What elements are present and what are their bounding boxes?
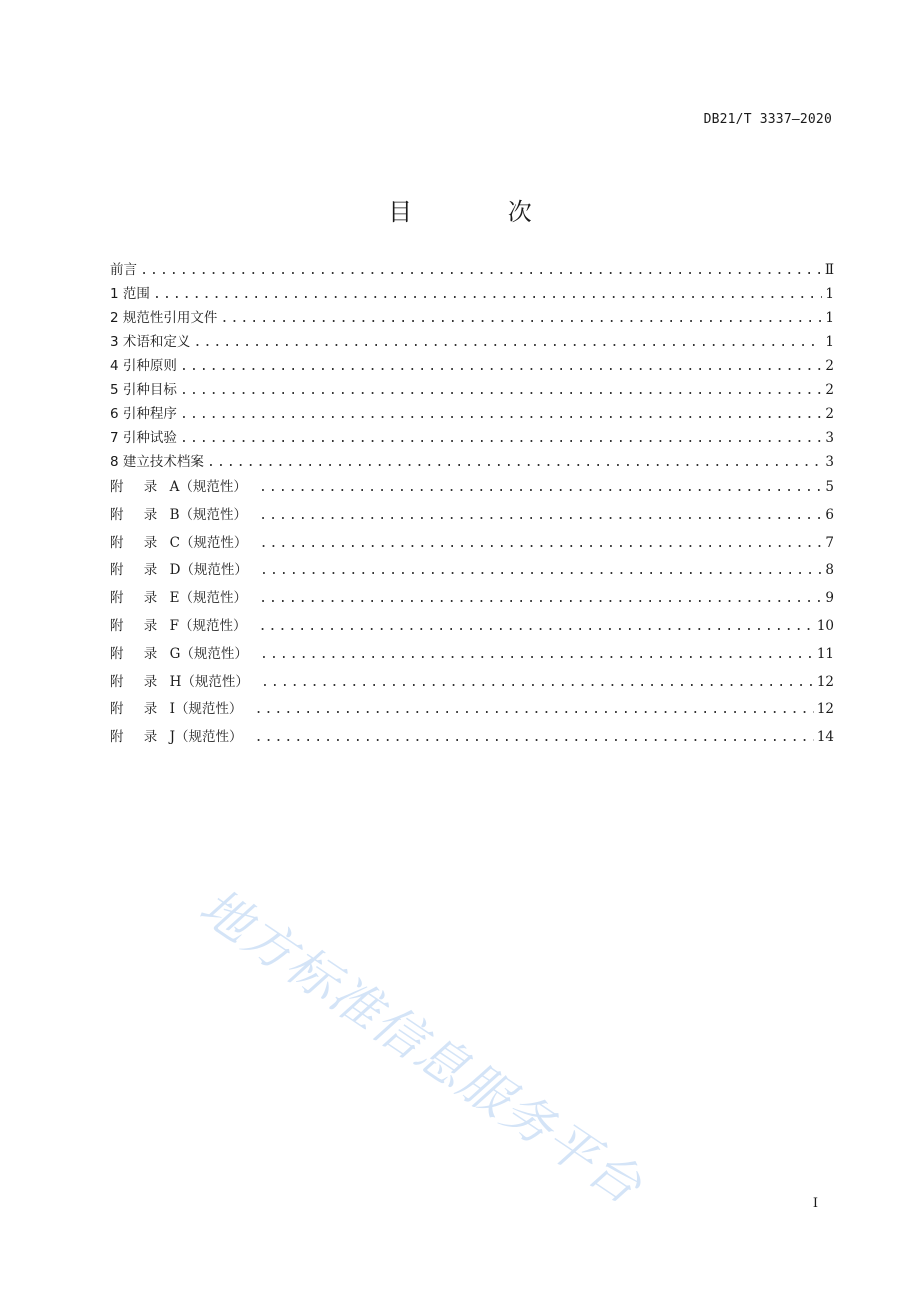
appendix-letter: H: [169, 673, 182, 690]
toc-entry-principles[interactable]: [110, 354, 834, 378]
toc-entry-targets[interactable]: [110, 378, 834, 402]
appendix-letter: F: [169, 617, 179, 634]
toc-entry-page: 5: [825, 479, 834, 495]
appendix-letter: D: [169, 562, 181, 579]
leader-dots: [180, 426, 823, 450]
appendix-prefix: 附 录: [110, 673, 166, 690]
leader-dots: [180, 402, 823, 426]
appendix-label: [110, 474, 247, 502]
toc-entry-trials[interactable]: [110, 426, 834, 450]
toc-entry-page: 6: [825, 506, 834, 523]
toc-entry-page: 12: [816, 673, 834, 690]
toc-entry-appendix-a[interactable]: [110, 474, 834, 502]
appendix-type: （规范性）: [180, 562, 248, 579]
toc-entry-page: 1: [825, 286, 834, 302]
page-number: I: [812, 1196, 818, 1211]
leader-dots: [180, 354, 823, 378]
toc-entry-appendix-c[interactable]: [110, 530, 834, 558]
appendix-label: [110, 585, 247, 613]
appendix-label: [110, 502, 247, 530]
toc-entry-appendix-j[interactable]: [110, 724, 834, 752]
appendix-label: [110, 557, 248, 585]
leader-dots: [193, 330, 822, 354]
page-title: 目 次: [388, 198, 576, 226]
toc-entry-label: 8 建立技术档案: [110, 454, 204, 470]
toc-entry-page: 10: [816, 617, 834, 634]
toc-entry-scope[interactable]: [110, 282, 834, 306]
appendix-type: （规范性）: [179, 506, 248, 523]
appendix-label: [110, 641, 248, 669]
leader-dots: [220, 306, 822, 330]
toc-entry-page: 2: [825, 382, 834, 398]
toc-entry-page: 8: [825, 562, 834, 579]
toc-entry-appendix-i[interactable]: [110, 696, 834, 724]
toc-entry-appendix-d[interactable]: [110, 557, 834, 585]
appendix-prefix: 附 录: [110, 645, 166, 662]
appendix-label: [110, 696, 242, 724]
leader-dots: [259, 502, 822, 530]
toc-entry-label: 4 引种原则: [110, 358, 177, 374]
document-code: DB21/T 3337—2020: [703, 112, 832, 127]
appendix-letter: A: [169, 479, 180, 495]
toc-entry-page: 9: [825, 590, 834, 607]
toc-entry-foreword[interactable]: [110, 258, 834, 282]
leader-dots: [260, 557, 822, 585]
appendix-label: [110, 669, 249, 697]
appendix-letter: I: [169, 701, 175, 718]
toc-entry-terms-definitions[interactable]: [110, 330, 834, 354]
leader-dots: [255, 724, 814, 752]
toc-entry-page: 3: [825, 454, 834, 470]
toc-entry-label: 3 术语和定义: [110, 334, 191, 350]
toc-entry-page: Ⅱ: [824, 262, 834, 278]
toc-entry-page: 1: [825, 334, 834, 350]
appendix-prefix: 附 录: [110, 729, 166, 746]
leader-dots: [259, 474, 823, 502]
appendix-type: （规范性）: [180, 645, 248, 662]
toc-entry-technical-archive[interactable]: [110, 450, 834, 474]
toc-entry-label: 5 引种目标: [110, 382, 177, 398]
toc-entry-page: 11: [816, 645, 834, 662]
appendix-type: （规范性）: [179, 479, 247, 495]
toc-entry-appendix-h[interactable]: [110, 669, 834, 697]
appendix-label: [110, 530, 247, 558]
appendix-letter: E: [169, 590, 180, 607]
toc-entry-page: 2: [825, 358, 834, 374]
leader-dots: [153, 282, 823, 306]
leader-dots: [258, 613, 813, 641]
appendix-letter: C: [169, 534, 180, 551]
appendix-prefix: 附 录: [110, 562, 166, 579]
leader-dots: [207, 450, 823, 474]
appendix-letter: J: [169, 729, 176, 746]
leader-dots: [180, 378, 823, 402]
appendix-prefix: 附 录: [110, 701, 166, 718]
appendix-prefix: 附 录: [110, 479, 166, 495]
toc-entry-page: 2: [825, 406, 834, 422]
toc-entry-label: 1 范围: [110, 286, 150, 302]
leader-dots: [259, 585, 822, 613]
toc-entry-normative-references[interactable]: [110, 306, 834, 330]
appendix-type: （规范性）: [181, 673, 249, 690]
leader-dots: [140, 258, 822, 282]
toc-entry-appendix-e[interactable]: [110, 585, 834, 613]
appendix-prefix: 附 录: [110, 590, 166, 607]
appendix-type: （规范性）: [174, 701, 243, 718]
appendix-type: （规范性）: [178, 617, 247, 634]
toc-entry-label: 7 引种试验: [110, 430, 177, 446]
toc-entry-label: 前言: [110, 262, 137, 278]
toc-entry-page: 12: [816, 701, 834, 718]
toc-entry-label: 2 规范性引用文件: [110, 310, 218, 326]
appendix-prefix: 附 录: [110, 534, 166, 551]
appendix-type: （规范性）: [179, 590, 247, 607]
appendix-letter: G: [169, 645, 181, 662]
leader-dots: [260, 641, 814, 669]
toc-entry-page: 1: [825, 310, 834, 326]
appendix-prefix: 附 录: [110, 506, 166, 523]
leader-dots: [254, 696, 813, 724]
leader-dots: [261, 669, 814, 697]
appendix-label: [110, 613, 246, 641]
table-of-contents: [110, 258, 834, 752]
toc-entry-page: 14: [816, 729, 834, 746]
toc-entry-page: 7: [825, 534, 834, 551]
appendix-prefix: 附 录: [110, 617, 166, 634]
appendix-type: （规范性）: [175, 729, 243, 746]
toc-entry-procedure[interactable]: [110, 402, 834, 426]
appendix-letter: B: [169, 506, 180, 523]
toc-entry-appendix-b[interactable]: [110, 502, 834, 530]
appendix-type: （规范性）: [179, 534, 248, 551]
toc-entry-appendix-g[interactable]: [110, 641, 834, 669]
watermark: 地方标准信息服务平台: [189, 877, 653, 1216]
toc-entry-label: 6 引种程序: [110, 406, 177, 422]
toc-entry-appendix-f[interactable]: [110, 613, 834, 641]
toc-entry-page: 3: [825, 430, 834, 446]
leader-dots: [259, 530, 822, 558]
appendix-label: [110, 724, 243, 752]
